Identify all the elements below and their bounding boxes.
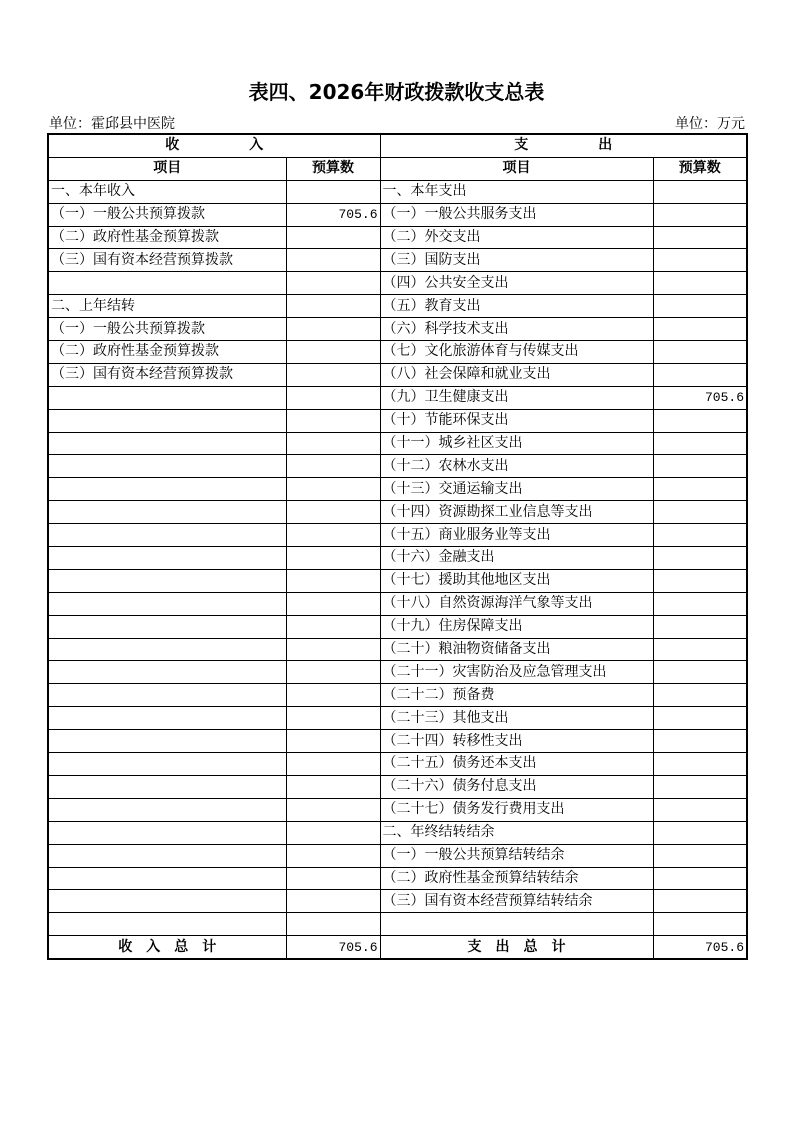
- totals-row: [48, 936, 747, 959]
- expense-item-cell: （二十五）债务还本支出: [380, 753, 653, 776]
- table-row: [48, 592, 747, 615]
- expense-budget-cell: [653, 707, 747, 730]
- expense-budget-cell: [653, 753, 747, 776]
- expense-budget-cell: [653, 226, 747, 249]
- income-budget-cell: [286, 913, 380, 936]
- table-row: [48, 638, 747, 661]
- table-row: [48, 661, 747, 684]
- table-row: [48, 684, 747, 707]
- income-item-cell: [48, 913, 286, 936]
- income-item-cell: [48, 638, 286, 661]
- table-row: [48, 180, 747, 203]
- expense-item-cell: （二十）粮油物资储备支出: [380, 638, 653, 661]
- budget-table: [47, 133, 748, 960]
- table-row: [48, 775, 747, 798]
- income-budget-cell: 705.6: [286, 203, 380, 226]
- income-budget-cell: [286, 684, 380, 707]
- table-row: [48, 890, 747, 913]
- expense-budget-cell: [653, 867, 747, 890]
- income-budget-cell: [286, 501, 380, 524]
- expense-budget-cell: [653, 478, 747, 501]
- unit-organization: 单位：霍邱县中医院: [49, 116, 175, 132]
- table-row: [48, 844, 747, 867]
- income-item-cell: [48, 501, 286, 524]
- income-budget-cell: [286, 295, 380, 318]
- expense-item-cell: （二十七）债务发行费用支出: [380, 798, 653, 821]
- expense-budget-cell: [653, 180, 747, 203]
- table-row: [48, 455, 747, 478]
- expense-budget-cell: [653, 684, 747, 707]
- income-budget-cell: [286, 707, 380, 730]
- expense-item-cell: （二十二）预备费: [380, 684, 653, 707]
- income-item-cell: [48, 409, 286, 432]
- income-budget-cell: [286, 867, 380, 890]
- income-item-cell: [48, 478, 286, 501]
- income-item-cell: [48, 569, 286, 592]
- expense-budget-cell: [653, 455, 747, 478]
- expense-budget-cell: [653, 615, 747, 638]
- table-row: [48, 913, 747, 936]
- expense-item-cell: [380, 913, 653, 936]
- income-item-cell: 一、本年收入: [48, 180, 286, 203]
- expense-total-label: 支 出 总 计: [380, 936, 653, 959]
- expense-budget-cell: 705.6: [653, 386, 747, 409]
- expense-budget-cell: [653, 592, 747, 615]
- table-row: [48, 272, 747, 295]
- income-item-cell: （一）一般公共预算拨款: [48, 203, 286, 226]
- income-budget-cell: [286, 226, 380, 249]
- income-budget-cell: [286, 661, 380, 684]
- income-item-cell: （一）一般公共预算拨款: [48, 318, 286, 341]
- table-row: [48, 707, 747, 730]
- income-budget-cell: [286, 272, 380, 295]
- expense-budget-cell: [653, 409, 747, 432]
- income-item-cell: [48, 592, 286, 615]
- expense-budget-cell: [653, 638, 747, 661]
- unit-currency: 单位：万元: [675, 116, 745, 132]
- expense-item-cell: （二十三）其他支出: [380, 707, 653, 730]
- expense-item-cell: （十五）商业服务业等支出: [380, 524, 653, 547]
- income-budget-cell: [286, 844, 380, 867]
- expense-budget-cell: [653, 524, 747, 547]
- income-item-cell: [48, 615, 286, 638]
- income-budget-cell: [286, 318, 380, 341]
- income-budget-cell: [286, 478, 380, 501]
- table-row: [48, 501, 747, 524]
- expense-budget-cell: [653, 272, 747, 295]
- expense-item-cell: （十九）住房保障支出: [380, 615, 653, 638]
- expense-item-cell: （二十一）灾害防治及应急管理支出: [380, 661, 653, 684]
- income-budget-cell: [286, 753, 380, 776]
- table-row: [48, 821, 747, 844]
- expense-item-cell: （二）外交支出: [380, 226, 653, 249]
- expense-item-cell: 二、年终结转结余: [380, 821, 653, 844]
- table-row: [48, 295, 747, 318]
- expense-item-cell: （十八）自然资源海洋气象等支出: [380, 592, 653, 615]
- income-budget-cell: [286, 547, 380, 570]
- expense-budget-cell: [653, 569, 747, 592]
- income-item-cell: （三）国有资本经营预算拨款: [48, 249, 286, 272]
- income-budget-cell: [286, 524, 380, 547]
- income-budget-cell: [286, 432, 380, 455]
- table-row: [48, 409, 747, 432]
- expense-item-cell: （一）一般公共预算结转结余: [380, 844, 653, 867]
- page-title: 表四、2026年财政拨款收支总表: [248, 80, 545, 104]
- income-budget-cell: [286, 386, 380, 409]
- income-item-cell: [48, 844, 286, 867]
- income-budget-cell: [286, 890, 380, 913]
- income-item-cell: [48, 775, 286, 798]
- income-budget-cell: [286, 592, 380, 615]
- table-row: [48, 798, 747, 821]
- table-row: [48, 730, 747, 753]
- expense-item-cell: （七）文化旅游体育与传媒支出: [380, 341, 653, 364]
- income-item-cell: [48, 821, 286, 844]
- income-budget-cell: [286, 455, 380, 478]
- table-row: [48, 547, 747, 570]
- expense-item-cell: （三）国有资本经营预算结转结余: [380, 890, 653, 913]
- expense-budget-cell: [653, 203, 747, 226]
- income-total-label: 收 入 总 计: [48, 936, 286, 959]
- table-row: [48, 386, 747, 409]
- expense-budget-cell: [653, 249, 747, 272]
- income-item-cell: [48, 798, 286, 821]
- income-item-cell: [48, 753, 286, 776]
- section-header-row: [48, 134, 747, 157]
- income-item-cell: [48, 547, 286, 570]
- expense-item-cell: （十二）农林水支出: [380, 455, 653, 478]
- income-item-cell: [48, 684, 286, 707]
- expense-budget-cell: [653, 730, 747, 753]
- income-item-cell: [48, 730, 286, 753]
- expense-budget-cell: [653, 341, 747, 364]
- expense-item-cell: （八）社会保障和就业支出: [380, 363, 653, 386]
- income-item-cell: （三）国有资本经营预算拨款: [48, 363, 286, 386]
- table-row: [48, 226, 747, 249]
- expense-budget-cell: [653, 798, 747, 821]
- column-header-row: [48, 157, 747, 180]
- income-header: 收 入: [48, 134, 380, 157]
- expense-item-cell: （四）公共安全支出: [380, 272, 653, 295]
- income-item-cell: （二）政府性基金预算拨款: [48, 341, 286, 364]
- income-budget-cell: [286, 821, 380, 844]
- expense-budget-cell: [653, 844, 747, 867]
- table-row: [48, 753, 747, 776]
- expense-item-cell: （十三）交通运输支出: [380, 478, 653, 501]
- table-row: [48, 363, 747, 386]
- expense-budget-cell: [653, 890, 747, 913]
- expense-budget-cell: [653, 501, 747, 524]
- expense-item-cell: （十四）资源勘探工业信息等支出: [380, 501, 653, 524]
- income-item-cell: [48, 386, 286, 409]
- income-budget-cell: [286, 409, 380, 432]
- income-budget-cell: [286, 341, 380, 364]
- table-row: [48, 341, 747, 364]
- table-row: [48, 249, 747, 272]
- income-budget-cell: [286, 569, 380, 592]
- income-budget-cell: [286, 180, 380, 203]
- expense-budget-header: 预算数: [653, 157, 747, 180]
- expense-budget-cell: [653, 295, 747, 318]
- expense-budget-cell: [653, 363, 747, 386]
- income-item-cell: [48, 661, 286, 684]
- expense-item-cell: （二）政府性基金预算结转结余: [380, 867, 653, 890]
- table-row: [48, 478, 747, 501]
- income-item-cell: [48, 272, 286, 295]
- expense-budget-cell: [653, 821, 747, 844]
- expense-item-cell: （六）科学技术支出: [380, 318, 653, 341]
- income-item-cell: [48, 432, 286, 455]
- table-row: [48, 569, 747, 592]
- income-budget-cell: [286, 638, 380, 661]
- expense-item-cell: （一）一般公共服务支出: [380, 203, 653, 226]
- expense-budget-cell: [653, 318, 747, 341]
- table-row: [48, 432, 747, 455]
- expense-budget-cell: [653, 661, 747, 684]
- income-item-cell: [48, 524, 286, 547]
- expense-item-cell: （五）教育支出: [380, 295, 653, 318]
- income-budget-cell: [286, 363, 380, 386]
- income-budget-cell: [286, 615, 380, 638]
- expense-budget-cell: [653, 775, 747, 798]
- income-budget-cell: [286, 798, 380, 821]
- table-row: [48, 318, 747, 341]
- income-budget-cell: [286, 249, 380, 272]
- expense-item-cell: （十）节能环保支出: [380, 409, 653, 432]
- expense-budget-cell: [653, 913, 747, 936]
- table-row: [48, 867, 747, 890]
- income-item-cell: [48, 455, 286, 478]
- income-item-cell: （二）政府性基金预算拨款: [48, 226, 286, 249]
- income-item-cell: 二、上年结转: [48, 295, 286, 318]
- expense-budget-cell: [653, 432, 747, 455]
- table-row: [48, 615, 747, 638]
- income-item-header: 项目: [48, 157, 286, 180]
- expense-header: 支 出: [380, 134, 747, 157]
- expense-item-header: 项目: [380, 157, 653, 180]
- expense-item-cell: （十六）金融支出: [380, 547, 653, 570]
- table-row: [48, 524, 747, 547]
- expense-item-cell: （三）国防支出: [380, 249, 653, 272]
- income-item-cell: [48, 890, 286, 913]
- income-budget-cell: [286, 775, 380, 798]
- table-row: [48, 203, 747, 226]
- income-total-value: 705.6: [286, 936, 380, 959]
- expense-item-cell: （十七）援助其他地区支出: [380, 569, 653, 592]
- expense-item-cell: （九）卫生健康支出: [380, 386, 653, 409]
- income-budget-header: 预算数: [286, 157, 380, 180]
- expense-item-cell: （二十四）转移性支出: [380, 730, 653, 753]
- expense-item-cell: 一、本年支出: [380, 180, 653, 203]
- expense-item-cell: （二十六）债务付息支出: [380, 775, 653, 798]
- income-item-cell: [48, 707, 286, 730]
- expense-total-value: 705.6: [653, 936, 747, 959]
- expense-item-cell: （十一）城乡社区支出: [380, 432, 653, 455]
- expense-budget-cell: [653, 547, 747, 570]
- income-budget-cell: [286, 730, 380, 753]
- income-item-cell: [48, 867, 286, 890]
